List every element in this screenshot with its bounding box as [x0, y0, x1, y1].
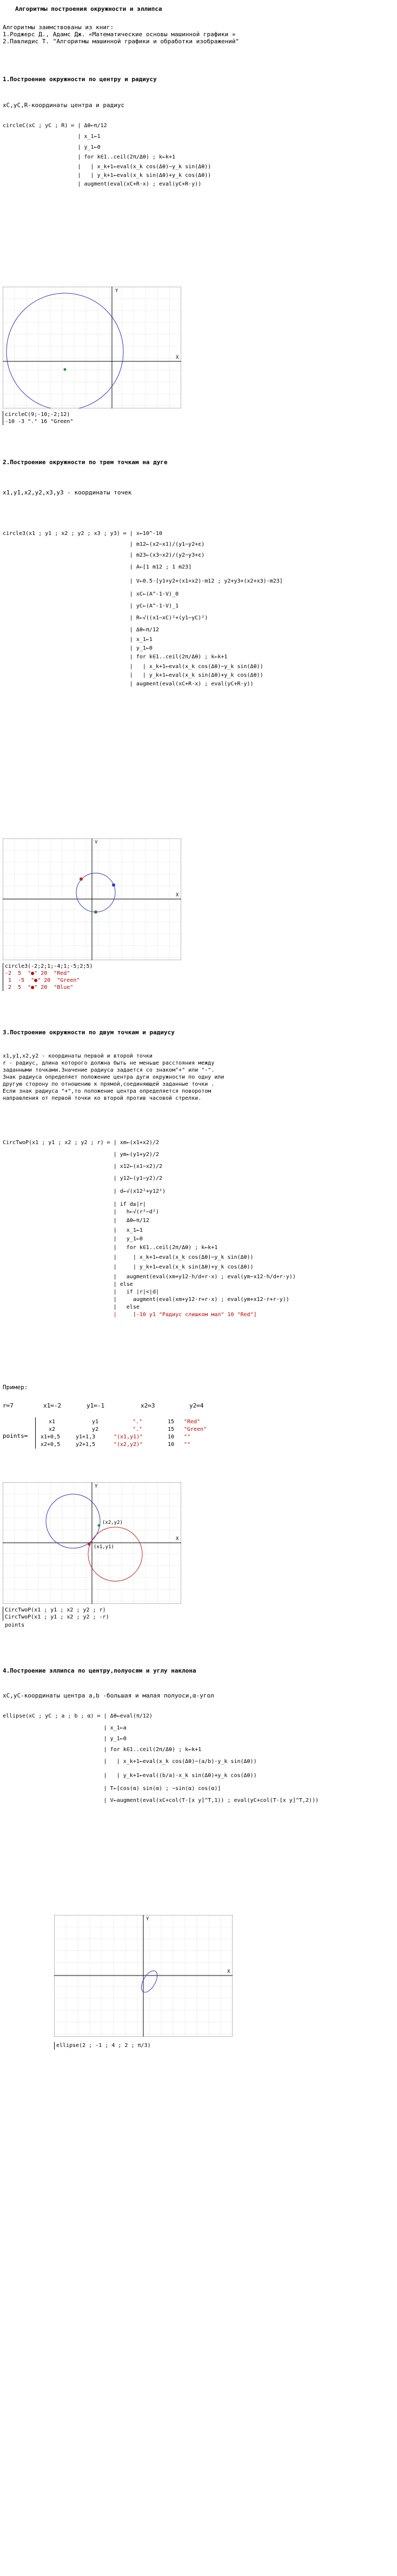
code-line: | | x_k+1←eval(x_k cos(Δθ)−y_k sin(Δθ))	[3, 164, 211, 170]
code-line: | d←√(x12²+y12²)	[3, 1188, 166, 1194]
code-line: | augment(eval(xC+R·x) ; eval(yC+R·y))	[3, 181, 202, 187]
param-x2: x2≔3	[141, 1402, 155, 1409]
intro-line-2: 2.Павлидис Т. "Алгоритмы машинной графики и обработки изображений"	[3, 38, 240, 45]
param-r: r≔7	[3, 1402, 14, 1409]
point-red	[80, 877, 83, 881]
points-cell: y2	[92, 1426, 99, 1432]
code-line: | y_1←0	[3, 1236, 143, 1242]
code-line: circleC(xC ; yC ; R) ≔ | Δθ←π/12	[3, 123, 107, 129]
points-cell: y2+1,5	[76, 1442, 96, 1448]
code-line: | for k∈1..ceil(2π/Δθ) ; k←k+1	[3, 654, 228, 660]
axis-x-label: X	[176, 893, 179, 898]
code-line: ellipse(xC ; yC ; a ; b ; α) ≔ | Δθ←eval(π/12)	[3, 1713, 153, 1719]
desc-line: Если знак радиуса "+",то положение центра определяется поворотом	[3, 1088, 211, 1094]
plot-svg	[54, 1915, 233, 2037]
desc-line: направления от первой точки ко второй против часовой стрелки.	[3, 1095, 202, 1101]
plot-circle-three-points	[3, 838, 181, 960]
code-line: | y_1←0	[3, 1736, 127, 1742]
plot-ellipse	[54, 1915, 233, 2037]
axis-y-label: Y	[95, 840, 98, 846]
code-line: | V←augment(eval(xC+col(T·[x y]^T,1)) ; eval(yC+col(T·[x y]^T,2)))	[3, 1798, 319, 1804]
code-line: | augment(eval(xm+y12·h/d+r·x) ; eval(ym−x12·h/d+r·y))	[3, 1274, 296, 1280]
code-line: | V←0.5·[y1+y2+(x1+x2)·m12 ; y2+y3+(x2+x3)·m23]	[3, 578, 283, 584]
section-1-heading: 1.Построение окружности по центру и радиусу	[3, 76, 157, 83]
intro-line-0: Алгоритмы заимствованы из книг:	[3, 24, 114, 31]
code-line: | | y_k+1←eval(x_k sin(Δθ)+y_k cos(Δθ))	[3, 1264, 254, 1270]
call-line: 1 -5 "●" 20 "Green"	[5, 977, 80, 983]
code-line: | y12←(y1−y2)/2	[3, 1175, 163, 1181]
axis-x-label: X	[176, 1536, 179, 1542]
code-line: | for k∈1..ceil(2π/Δθ) ; k←k+1	[3, 1747, 202, 1753]
code-line: | y_1←0	[3, 645, 153, 651]
points-label: points≔	[3, 1432, 28, 1439]
code-line: | R←√((x1−xC)²+(y1−yC)²)	[3, 615, 208, 621]
call-line: circleC(9;-10;-2;12)	[5, 412, 70, 418]
axis-x-label: X	[227, 1969, 230, 1974]
code-line: | x_1←1	[3, 637, 153, 643]
code-line: CircTwoP(x1 ; y1 ; x2 ; y2 ; r) ≔ | xm←(x1+x2)/2	[3, 1140, 159, 1146]
code-line: | Δθ←π/12	[3, 627, 159, 633]
call-line: points	[5, 1622, 25, 1628]
code-line: | | y_k+1←eval(x_k sin(Δθ)+y_k cos(Δθ))	[3, 173, 211, 179]
call-line: CircTwoP(x1 ; y1 ; x2 ; y2 ; r)	[5, 1607, 106, 1613]
desc-line: другую сторону по отношению к прямой,соединяющей заданные точки .	[3, 1081, 215, 1087]
points-cell: "(x1,y1)"	[114, 1434, 143, 1440]
code-line: | x_1←1	[3, 134, 101, 140]
points-cell: y1	[92, 1419, 99, 1425]
code-line: | | x_k+1←eval(x_k cos(Δθ)−y_k sin(Δθ))	[3, 664, 263, 670]
code-line: | yC←(A^-1·V)_1	[3, 603, 179, 609]
section-3-heading: 3.Построение окружности по двум точкам и радиусу	[3, 1029, 175, 1036]
points-cell: y1+1,3	[76, 1434, 96, 1440]
plot-svg	[3, 838, 181, 960]
param-x1: x1≔-2	[43, 1402, 62, 1409]
points-cell: ""	[184, 1434, 191, 1440]
desc-line: Знак радиуса определяет положение центра дуги окружности по одну или	[3, 1074, 224, 1080]
point-2	[98, 1524, 101, 1527]
code-line: | | x_k+1←eval(x_k cos(Δθ)−(a/b)·y_k sin(Δθ))	[3, 1759, 257, 1765]
example-label: Пример:	[3, 1384, 28, 1391]
code-line: | if |r|<|d|	[3, 1289, 159, 1295]
desc-line: r - радиус, длина которого должна быть не меньше расстояния между	[3, 1060, 215, 1066]
label-p2: (x2,y2)	[102, 1520, 123, 1525]
page-title: Алгоритмы построения окружности и эллипса	[15, 5, 162, 12]
plot-svg	[3, 287, 181, 408]
points-cell: 15	[168, 1426, 175, 1432]
code-line: | m12←(x2−x1)/(y1−y2+ε)	[3, 541, 205, 547]
intro-line-1: 1.Роджерс Д., Адамс Дж. «Математические основы машинной графики »	[3, 31, 236, 38]
points-cell: x1	[49, 1419, 56, 1425]
points-cell: 10	[168, 1434, 175, 1440]
points-cell: x2	[49, 1426, 56, 1432]
point-1	[88, 1543, 91, 1546]
points-cell: "."	[133, 1426, 143, 1432]
code-line: | for k∈1..ceil(2π/Δθ) ; k←k+1	[3, 1245, 218, 1251]
section-2-heading: 2.Построение окружности по трем точкам на дуге	[3, 459, 168, 466]
code-line: | augment(eval(xC+R·x) ; eval(yC+R·y))	[3, 681, 254, 687]
code-line: circle3(x1 ; y1 ; x2 ; y2 ; x3 ; y3) ≔ | x←10^-10	[3, 531, 163, 537]
section-4-heading: 4.Построение эллипса по центру,полуосям и углу наклона	[3, 1667, 196, 1674]
code-line: | [-10 y1 "Радиус слишком мал" 10 "Red"]	[3, 1312, 257, 1318]
code-line: | x12←(x1−x2)/2	[3, 1164, 163, 1170]
call-line: -2 5 "●" 20 "Red"	[5, 970, 70, 976]
code-line: | x_1←1	[3, 1227, 143, 1233]
section-4-desc: xC,yC-координаты центра a,b -большая и малая полуоси,α-угол	[3, 1692, 214, 1699]
axis-y-label: Y	[146, 1917, 149, 1922]
code-line: | | y_k+1←eval((b/a)·x_k sin(Δθ)+y_k cos(Δθ))	[3, 1773, 257, 1779]
code-line: | xC←(A^-1·V)_0	[3, 591, 179, 597]
code-line: | y_1←0	[3, 144, 101, 150]
points-cell: 10	[168, 1442, 175, 1448]
code-line: | augment(eval(xm+y12·r+r·x) ; eval(ym+x12·r+r·y))	[3, 1297, 289, 1303]
section-1-desc: xC,yC,R-координаты центра и радиус	[3, 102, 125, 109]
label-p1: (x1,y1)	[94, 1544, 114, 1550]
code-line: | else	[3, 1282, 133, 1287]
code-line: | A←[1 m12 ; 1 m23]	[3, 564, 192, 570]
points-cell: "Red"	[184, 1419, 201, 1425]
desc-line: x1,y1,x2,y2 - координаты первой и второй точки	[3, 1053, 153, 1059]
points-cell: 15	[168, 1419, 175, 1425]
call-line: ellipse(2 ; -1 ; 4 ; 2 ; π/3)	[56, 2043, 151, 2049]
code-line: | if d≥|r|	[3, 1201, 146, 1207]
call-line: -10 -3 "." 16 "Green"	[5, 419, 74, 425]
section-2-desc: x1,y1,x2,y2,x3,y3 - координаты точек	[3, 489, 132, 496]
call-line: circle3(-2;2;1;-4;1;-5;2;5)	[5, 963, 93, 969]
plot-circle-two-points	[3, 1482, 181, 1604]
code-line: | | y_k+1←eval(x_k sin(Δθ)+y_k cos(Δθ))	[3, 672, 263, 678]
plot-svg	[3, 1482, 181, 1604]
axis-y-label: Y	[115, 288, 118, 294]
call-line: 2 5 "●" 20 "Blue"	[5, 985, 74, 990]
code-line: | | x_k+1←eval(x_k cos(Δθ)−y_k sin(Δθ))	[3, 1254, 254, 1260]
point-green	[94, 910, 97, 914]
plot-circle-center-radius	[3, 287, 181, 408]
code-line: | else	[3, 1304, 140, 1310]
points-cell: x2+0,5	[41, 1442, 61, 1448]
code-line: | ym←(y1+y2)/2	[3, 1152, 159, 1158]
call-line: CircTwoP(x1 ; y1 ; x2 ; y2 ; -r)	[5, 1614, 109, 1620]
points-cell: ""	[184, 1442, 191, 1448]
desc-line: заданными точками.Значение радиуса задается со знаком"+" или "-".	[3, 1067, 215, 1073]
param-y2: y2≔4	[189, 1402, 204, 1409]
code-line: | T←[cos(α) sin(α) ; −sin(α) cos(α)]	[3, 1786, 221, 1792]
axis-y-label: Y	[95, 1484, 98, 1489]
code-line: | x_1←a	[3, 1725, 127, 1731]
code-line: | Δθ←π/12	[3, 1218, 149, 1224]
code-line: | h←√(r²−d²)	[3, 1209, 159, 1215]
points-cell: "."	[133, 1419, 143, 1425]
axis-x-label: X	[176, 355, 179, 360]
points-cell: "Green"	[184, 1426, 207, 1432]
param-y1: y1≔-1	[87, 1402, 105, 1409]
code-line: | for k∈1..ceil(2π/Δθ) ; k←k+1	[3, 154, 176, 160]
code-line: | m23←(x3−x2)/(y2−y3+ε)	[3, 552, 205, 558]
point-blue	[112, 883, 115, 887]
points-cell: x1+0,5	[41, 1434, 61, 1440]
points-cell: "(x2,y2)"	[114, 1442, 143, 1448]
center-point	[64, 368, 67, 371]
